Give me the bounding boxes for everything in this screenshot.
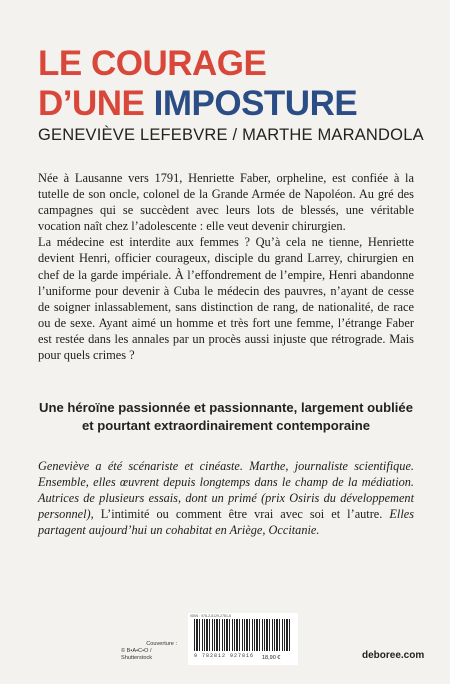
- cover-credit: [121, 641, 177, 662]
- isbn-text: ISBN : 978-2-8129-2781-6: [190, 614, 232, 618]
- title-line-2-highlight: IMPOSTURE: [153, 84, 358, 123]
- bio-text-2: Elles partagent aujourd’hui un cohabitat en Ariège, Occitanie.: [38, 507, 414, 538]
- title-line-1: LE COURAGE: [38, 44, 267, 83]
- bio-book-title: L’intimité ou comment être vrai avec soi et l’autre.: [93, 507, 383, 522]
- summary-paragraph-2: La médecine est interdite aux femmes ? Qu’à cela ne tienne, Henriette devient Henri, officier courageux, disciple du grand Larrey, chirurgien en chef de la garde impériale. À l’effondrement de l’empire, Henri abandonne l’uniforme pour devenir à Cuba le médecin des pauvres, n’ayant de cesse de soigner inlassablement, sans distinction de rang, de nationalité, de race ou de sexe. Ayant aimé un homme et très fort une femme, l’étrange Faber est restée dans les annales par un procès aussi injuste que rétrograde. Mais pour quels crimes ?: [38, 235, 414, 363]
- title-line-2: [38, 84, 357, 124]
- tagline: Une héroïne passionnée et passionnante, largement oubliée et pourtant extraordinairement contemporaine: [39, 400, 413, 433]
- credit-line-2: © B•A•C•O / Shutterstock: [121, 648, 153, 661]
- book-title: [38, 44, 357, 124]
- author-bio: [38, 458, 414, 538]
- summary-paragraph-1: Née à Lausanne vers 1791, Henriette Faber, orpheline, est confiée à la tutelle de son oncle, colonel de la Grande Armée de Napoléon. Au gré des campagnes qui se succèdent avec leurs lots de blessés, une véritable vocation naît chez l’adolescente : elle veut devenir chirurgien.: [38, 171, 414, 234]
- author-bio-paragraph: [38, 458, 414, 538]
- barcode-number: 9 782812 927816: [194, 653, 255, 659]
- bio-text-1: Geneviève a été scénariste et cinéaste. Marthe, journaliste scientifique. Ensemble, elles œuvrent depuis longtemps dans le champ de la médiation. Autrices de plusieurs essais, dont un primé (prix Osiris du développement personnel),: [38, 459, 414, 522]
- credit-line-1: Couverture :: [146, 641, 177, 647]
- authors: GENEVIÈVE LEFEBVRE / MARTHE MARANDOLA: [38, 126, 424, 144]
- barcode-icon: [194, 619, 290, 651]
- book-summary: [38, 170, 414, 363]
- publisher-url: deboree.com: [362, 650, 425, 661]
- title-line-2-prefix: D’UNE: [38, 84, 154, 123]
- barcode-area: [188, 613, 298, 665]
- price: 18,90 €: [262, 655, 281, 661]
